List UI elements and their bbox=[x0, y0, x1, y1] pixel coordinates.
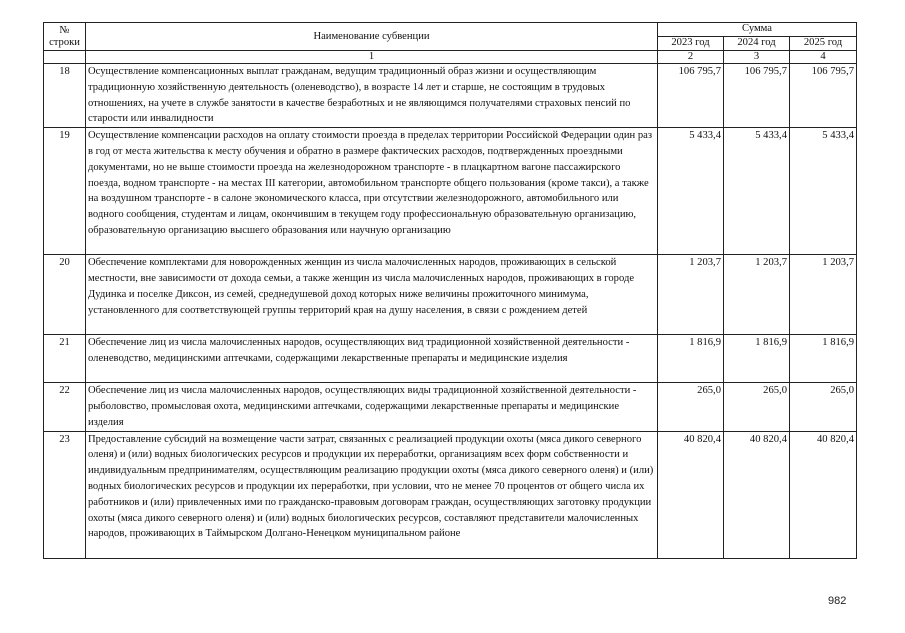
value-2023: 40 820,4 bbox=[658, 431, 724, 558]
header-year-2024: 2024 год bbox=[724, 37, 790, 51]
index-cell-3: 3 bbox=[724, 51, 790, 64]
row-number: 22 bbox=[44, 383, 86, 431]
table-row bbox=[44, 383, 857, 431]
value-2024: 1 816,9 bbox=[724, 335, 790, 383]
row-description: Предоставление субсидий на возмещение части затрат, связанных с реализацией продукции охоты (мяса дикого северного оленя) и (или) водных биологических ресурсов и продукции их переработки, организациям всех форм собственности и индивидуальным предпринимателям, осуществляющим реализацию продукции охоты (мяса дикого северного оленя) и (или) водных биологических ресурсов и продукции их переработки, при условии, что не менее 70 процентов от общего числа их работников и (или) привлеченных ими по гражданско-правовым договорам граждан, осуществляющих заготовку продукции охоты (мяса дикого северного оленя) и (или) водных биологических ресурсов, составляют представители малочисленных народов, проживающих в Таймырском Долгано-Ненецком муниципальном районе bbox=[86, 431, 658, 558]
row-description: Осуществление компенсационных выплат гражданам, ведущим традиционный образ жизни и осуществляющим традиционную хозяйственную деятельность (оленеводство), в возрасте 14 лет и старше, не состоящим в трудовых отношениях, на учете в службе занятости в качестве безработных и не являющимся получателями страховых пенсий по старости или инвалидности bbox=[86, 64, 658, 128]
value-2024: 106 795,7 bbox=[724, 64, 790, 128]
value-2025: 1 203,7 bbox=[790, 255, 857, 335]
value-2024: 265,0 bbox=[724, 383, 790, 431]
row-number: 19 bbox=[44, 128, 86, 255]
header-row-1 bbox=[44, 23, 857, 37]
index-row bbox=[44, 51, 857, 64]
value-2025: 40 820,4 bbox=[790, 431, 857, 558]
value-2025: 1 816,9 bbox=[790, 335, 857, 383]
table-row bbox=[44, 128, 857, 255]
row-description: Обеспечение лиц из числа малочисленных народов, осуществляющих виды традиционной хозяйственной деятельности - рыболовство, промысловая охота, медицинскими аптечками, содержащими лекарственные препараты и медицинские изделия bbox=[86, 383, 658, 431]
index-cell-1: 1 bbox=[86, 51, 658, 64]
value-2023: 106 795,7 bbox=[658, 64, 724, 128]
header-year-2023: 2023 год bbox=[658, 37, 724, 51]
row-number: 21 bbox=[44, 335, 86, 383]
row-description: Обеспечение лиц из числа малочисленных народов, осуществляющих вид традиционной хозяйственной деятельности - оленеводство, медицинскими аптечками, содержащими лекарственные препараты и медицинские изделия bbox=[86, 335, 658, 383]
value-2025: 265,0 bbox=[790, 383, 857, 431]
header-num-cell bbox=[44, 23, 86, 51]
value-2025: 5 433,4 bbox=[790, 128, 857, 255]
subvention-table bbox=[43, 22, 857, 559]
value-2023: 1 203,7 bbox=[658, 255, 724, 335]
value-2023: 265,0 bbox=[658, 383, 724, 431]
value-2025: 106 795,7 bbox=[790, 64, 857, 128]
table-row bbox=[44, 64, 857, 128]
header-name: Наименование субвенции bbox=[86, 23, 658, 51]
value-2023: 1 816,9 bbox=[658, 335, 724, 383]
table-row bbox=[44, 431, 857, 558]
index-cell-empty bbox=[44, 51, 86, 64]
header-num-sublabel: строки bbox=[49, 36, 80, 48]
value-2024: 1 203,7 bbox=[724, 255, 790, 335]
row-number: 23 bbox=[44, 431, 86, 558]
table-row bbox=[44, 255, 857, 335]
index-cell-4: 4 bbox=[790, 51, 857, 64]
page-number: 982 bbox=[828, 595, 847, 607]
row-number: 20 bbox=[44, 255, 86, 335]
header-year-2025: 2025 год bbox=[790, 37, 857, 51]
index-cell-2: 2 bbox=[658, 51, 724, 64]
value-2023: 5 433,4 bbox=[658, 128, 724, 255]
header-num-label: № bbox=[59, 24, 70, 36]
row-number: 18 bbox=[44, 64, 86, 128]
value-2024: 5 433,4 bbox=[724, 128, 790, 255]
row-description: Обеспечение комплектами для новорожденных женщин из числа малочисленных народов, проживающих в сельской местности, вне зависимости от дохода семьи, а также женщин из числа малочисленных народов, проживающих в городе Дудинка и поселке Диксон, из семей, среднедушевой доход которых ниже величины прожиточного минимума, установленного для соответствующей группы территорий края на душу населения, в связи с рождением детей bbox=[86, 255, 658, 335]
table-row bbox=[44, 335, 857, 383]
row-description: Осуществление компенсации расходов на оплату стоимости проезда в пределах территории Российской Федерации один раз в год от места жительства к месту обучения и обратно в размере фактических расходов, подтвержденных проездными документами, но не выше стоимости проезда на железнодорожном транспорте - в плацкартном вагоне пассажирского поезда, водном транспорте - на местах III категории, автомобильном транспорте общего пользования (кроме такси), а также на воздушном транспорте - в салоне экономического класса, при отсутствии железнодорожного, автомобильного или водного сообщения, студентам и лицам, окончившим в текущем году профессиональную образовательную организацию, образовательную организацию высшего образования или научную организацию bbox=[86, 128, 658, 255]
value-2024: 40 820,4 bbox=[724, 431, 790, 558]
header-sum: Сумма bbox=[658, 23, 857, 37]
